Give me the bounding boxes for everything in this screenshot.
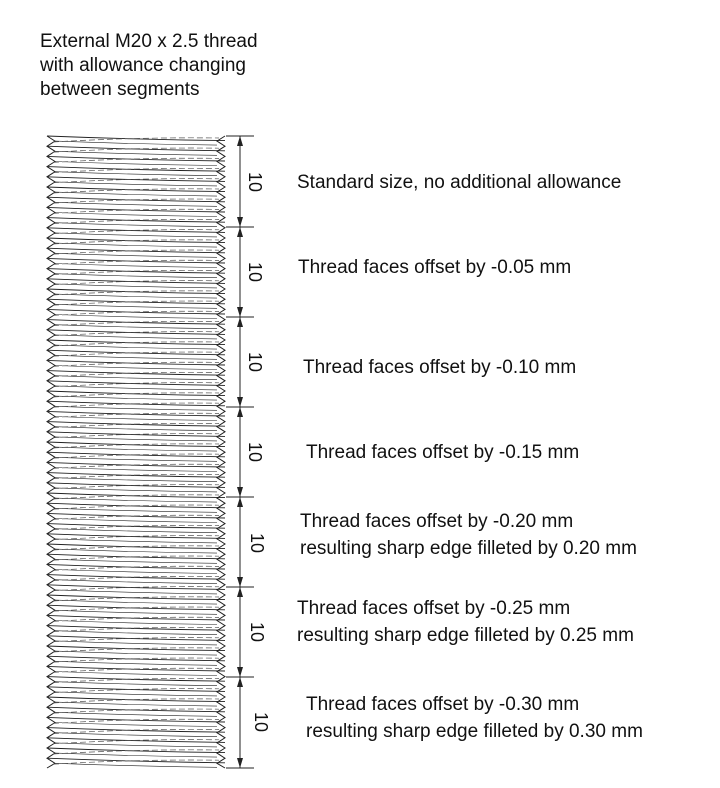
dimension-arrowhead xyxy=(237,136,243,146)
thread-root-line xyxy=(55,519,217,523)
thread-root-line xyxy=(55,355,217,359)
thread-root-line xyxy=(55,192,217,196)
segment-label-7 xyxy=(306,691,643,745)
thread-root-line xyxy=(55,345,217,349)
segment-label-5-line-1: Thread faces offset by -0.20 mm xyxy=(300,511,574,532)
thread-root-line xyxy=(55,508,217,512)
thread-root-line xyxy=(55,396,217,400)
thread-root-line xyxy=(55,651,217,655)
thread-root-line xyxy=(55,325,217,329)
thread-root-line xyxy=(55,743,217,747)
thread-root-line xyxy=(55,253,217,257)
thread-root-line xyxy=(55,631,217,635)
thread-root-line xyxy=(55,672,217,676)
segment-label-3 xyxy=(303,354,576,381)
thread-root-line xyxy=(55,457,217,461)
dimension-arrowhead xyxy=(237,397,243,407)
segment-label-1-line-1: Standard size, no additional allowance xyxy=(297,172,622,193)
thread-root-line xyxy=(55,141,217,145)
dimension-arrowhead xyxy=(237,677,243,687)
thread-root-line xyxy=(55,488,217,492)
thread-root-line xyxy=(55,763,217,767)
thread-root-line xyxy=(55,580,217,584)
dimension-arrowhead xyxy=(237,758,243,768)
thread-root-line xyxy=(55,335,217,339)
thread-root-line xyxy=(55,284,217,288)
dimension-arrowhead xyxy=(237,407,243,417)
thread-root-line xyxy=(55,559,217,563)
thread-root-line xyxy=(55,376,217,380)
thread-profile-right xyxy=(217,136,225,768)
thread-root-line xyxy=(55,294,217,298)
thread-root-line xyxy=(55,417,217,421)
segment-label-7-line-1: Thread faces offset by -0.30 mm xyxy=(306,694,580,715)
thread-root-line xyxy=(55,274,217,278)
thread-root-line xyxy=(55,753,217,757)
segment-label-5-line-2: resulting sharp edge filleted by 0.20 mm xyxy=(300,538,637,559)
dimension-arrowhead xyxy=(237,497,243,507)
thread-root-line xyxy=(55,733,217,737)
segment-dimension-7: 10 xyxy=(251,711,271,733)
thread-root-line xyxy=(55,478,217,482)
thread-root-line xyxy=(55,264,217,268)
thread-root-line xyxy=(55,590,217,594)
thread-root-line xyxy=(55,406,217,410)
thread-root-line xyxy=(55,692,217,696)
thread-root-line xyxy=(55,600,217,604)
thread-root-line xyxy=(55,723,217,727)
title-line-1: External M20 x 2.5 thread xyxy=(40,31,258,52)
segment-label-6 xyxy=(297,595,634,649)
dimension-arrowhead xyxy=(237,217,243,227)
thread-root-line xyxy=(55,498,217,502)
thread-root-line xyxy=(55,366,217,370)
thread-root-line xyxy=(55,610,217,614)
segment-dimension-2: 10 xyxy=(245,261,265,283)
segment-label-6-line-2: resulting sharp edge filleted by 0.25 mm xyxy=(297,625,634,646)
thread-root-line xyxy=(55,162,217,166)
thread-root-line xyxy=(55,682,217,686)
thread-root-line xyxy=(55,172,217,176)
thread-root-line xyxy=(55,213,217,217)
thread-root-line xyxy=(55,570,217,574)
thread-root-line xyxy=(55,468,217,472)
thread-root-line xyxy=(55,151,217,155)
thread-root-line xyxy=(55,304,217,308)
thread-root-line xyxy=(55,243,217,247)
dimension-arrowhead xyxy=(237,577,243,587)
dimension-arrowhead xyxy=(237,317,243,327)
thread-root-line xyxy=(55,549,217,553)
segment-label-3-line-1: Thread faces offset by -0.10 mm xyxy=(303,357,577,378)
segment-label-2-line-1: Thread faces offset by -0.05 mm xyxy=(298,257,572,278)
segment-dimension-3: 10 xyxy=(245,351,265,373)
dimension-arrowhead xyxy=(237,667,243,677)
segment-label-4-line-1: Thread faces offset by -0.15 mm xyxy=(306,442,580,463)
thread-root-line xyxy=(55,427,217,431)
thread-root-line xyxy=(55,621,217,625)
thread-root-line xyxy=(55,702,217,706)
segment-label-6-line-1: Thread faces offset by -0.25 mm xyxy=(297,598,571,619)
title-line-2: with allowance changing xyxy=(40,55,246,76)
dimension-arrowhead xyxy=(237,227,243,237)
segment-label-7-line-2: resulting sharp edge filleted by 0.30 mm xyxy=(306,721,643,742)
threaded-rod xyxy=(47,136,225,768)
thread-root-line xyxy=(55,641,217,645)
thread-root-line xyxy=(55,437,217,441)
thread-root-line xyxy=(55,182,217,186)
thread-root-line xyxy=(55,315,217,319)
thread-root-line xyxy=(55,712,217,716)
thread-root-line xyxy=(55,223,217,227)
segment-label-5 xyxy=(300,508,637,562)
dimension-arrowhead xyxy=(237,487,243,497)
dimension-arrowhead xyxy=(237,587,243,597)
thread-root-line xyxy=(55,447,217,451)
thread-root-line xyxy=(55,661,217,665)
title-line-3: between segments xyxy=(40,79,200,100)
thread-root-line xyxy=(55,202,217,206)
segment-dimension-6: 10 xyxy=(247,621,267,643)
segment-dimension-4: 10 xyxy=(245,441,265,463)
segment-label-1 xyxy=(297,169,621,196)
dimension-arrowhead xyxy=(237,307,243,317)
thread-root-line xyxy=(55,539,217,543)
thread-root-line xyxy=(55,529,217,533)
segment-dimension-1: 10 xyxy=(245,171,265,193)
segment-label-2 xyxy=(298,254,571,281)
thread-root-line xyxy=(55,233,217,237)
segment-label-4 xyxy=(306,439,579,466)
thread-root-line xyxy=(55,386,217,390)
segment-dimension-5: 10 xyxy=(247,532,267,554)
